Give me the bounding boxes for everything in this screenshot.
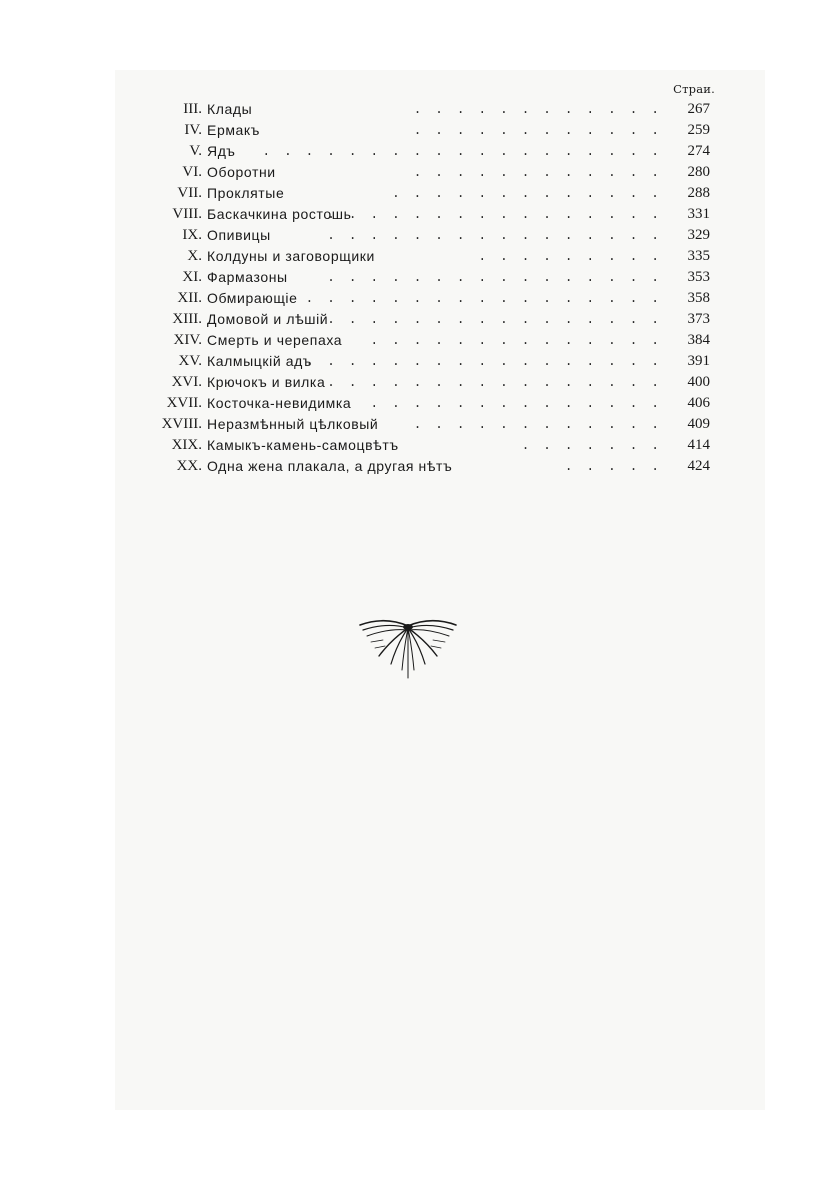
chapter-number: XI. — [182, 269, 202, 285]
toc-entry — [140, 225, 720, 246]
chapter-title: Фармазоны — [207, 269, 288, 285]
page-number: 353 — [687, 269, 710, 285]
dot-leader: . . . . . . . . . . . . — [413, 123, 662, 138]
page-number: 373 — [687, 311, 710, 327]
chapter-title: Оборотни — [207, 164, 276, 180]
toc-entry — [140, 99, 720, 120]
page-number: 414 — [687, 437, 710, 453]
dot-leader: . . . . . . . . . . . . . . . . . . . — [262, 144, 662, 159]
toc-entry — [140, 183, 720, 204]
dot-leader: . . . . . . . . . . . . . . . . — [327, 312, 662, 327]
chapter-title: Клады — [207, 101, 253, 117]
chapter-number: X. — [187, 248, 202, 264]
chapter-number: V. — [189, 143, 202, 159]
dot-leader: . . . . . . . . . . . . . — [391, 186, 662, 201]
toc-entry — [140, 414, 720, 435]
chapter-number: VI. — [182, 164, 202, 180]
page-number: 329 — [687, 227, 710, 243]
chapter-number: VII. — [177, 185, 202, 201]
toc-entry — [140, 393, 720, 414]
page-number: 331 — [687, 206, 710, 222]
chapter-title: Баскачкина ростошь — [207, 206, 352, 222]
toc-entry — [140, 456, 720, 477]
chapter-title: Одна жена плакала, а другая нѣтъ — [207, 458, 453, 474]
page-column-header: Страи. — [673, 82, 715, 96]
toc-entry — [140, 162, 720, 183]
page-number: 384 — [687, 332, 710, 348]
chapter-number: XIX. — [171, 437, 202, 453]
chapter-title: Опивицы — [207, 227, 271, 243]
toc-entry — [140, 267, 720, 288]
toc-entry — [140, 372, 720, 393]
chapter-title: Калмыцкій адъ — [207, 353, 312, 369]
dot-leader: . . . . . . . . . . . . . . . . — [327, 207, 662, 222]
dot-leader: . . . . . . . . . . . . . . . . — [327, 270, 662, 285]
toc-entry — [140, 204, 720, 225]
dot-leader: . . . . . . . . . . . . . . . . — [327, 375, 662, 390]
page-number: 424 — [687, 458, 710, 474]
chapter-number: XVI. — [171, 374, 202, 390]
chapter-number: IX. — [182, 227, 202, 243]
dot-leader: . . . . . . . . . . . . . . . . . — [305, 291, 662, 306]
chapter-number: XIV. — [173, 332, 202, 348]
toc-entry — [140, 141, 720, 162]
toc-entry — [140, 246, 720, 267]
toc-entry — [140, 288, 720, 309]
page-number: 335 — [687, 248, 710, 264]
chapter-title: Колдуны и заговорщики — [207, 248, 375, 264]
dot-leader: . . . . . . . . . . . . — [413, 102, 662, 117]
page-number: 409 — [687, 416, 710, 432]
page-number: 259 — [687, 122, 710, 138]
chapter-title: Домовой и лѣшій — [207, 311, 329, 327]
chapter-title: Крючокъ и вилка — [207, 374, 326, 390]
toc-entry — [140, 120, 720, 141]
dot-leader: . . . . . . . . . . . . . . — [370, 396, 662, 411]
dot-leader: . . . . . . . . . . . . . . . . . — [305, 354, 662, 369]
table-of-contents — [140, 99, 720, 477]
chapter-number: VIII. — [172, 206, 202, 222]
chapter-title: Камыкъ-камень-самоцвѣтъ — [207, 437, 399, 453]
dot-leader: . . . . . . . . . . . . — [413, 417, 662, 432]
chapter-number: XII. — [177, 290, 202, 306]
page-number: 267 — [687, 101, 710, 117]
page-number: 358 — [687, 290, 710, 306]
page-number: 274 — [687, 143, 710, 159]
chapter-number: III. — [183, 101, 202, 117]
dot-leader: . . . . . — [564, 459, 662, 474]
dot-leader: . . . . . . . . . . . . . . . . — [327, 228, 662, 243]
page-number: 391 — [687, 353, 710, 369]
page-number: 288 — [687, 185, 710, 201]
chapter-title: Косточка-невидимка — [207, 395, 352, 411]
page-number: 280 — [687, 164, 710, 180]
page-number: 406 — [687, 395, 710, 411]
chapter-title: Неразмѣнный цѣлковый — [207, 416, 379, 432]
toc-entry — [140, 351, 720, 372]
chapter-number: XVIII. — [161, 416, 202, 432]
chapter-title: Смерть и черепаха — [207, 332, 343, 348]
fan-tailpiece-ornament-icon — [357, 612, 459, 682]
chapter-title: Ядъ — [207, 143, 236, 159]
chapter-number: XVII. — [166, 395, 202, 411]
chapter-number: IV. — [184, 122, 202, 138]
chapter-title: Проклятые — [207, 185, 285, 201]
chapter-number: XV. — [178, 353, 202, 369]
dot-leader: . . . . . . . — [521, 438, 662, 453]
chapter-number: XX. — [176, 458, 202, 474]
chapter-title: Ермакъ — [207, 122, 261, 138]
toc-entry — [140, 330, 720, 351]
chapter-title: Обмирающіе — [207, 290, 298, 306]
dot-leader: . . . . . . . . . — [478, 249, 662, 264]
toc-entry — [140, 309, 720, 330]
toc-entry — [140, 435, 720, 456]
dot-leader: . . . . . . . . . . . . — [413, 165, 662, 180]
chapter-number: XIII. — [172, 311, 202, 327]
page-number: 400 — [687, 374, 710, 390]
dot-leader: . . . . . . . . . . . . . . — [370, 333, 662, 348]
